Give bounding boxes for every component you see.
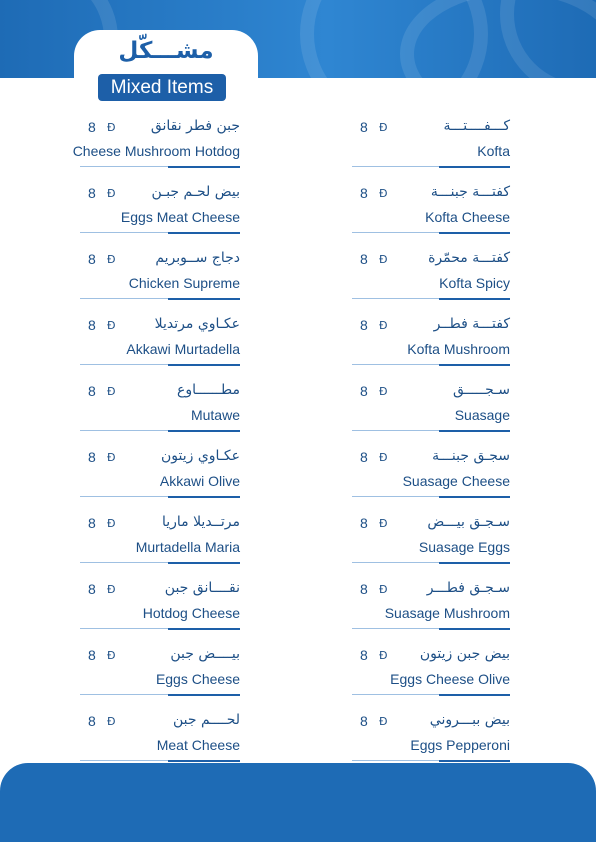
menu-item [72,118,240,174]
item-price: 8 [360,251,368,267]
currency-icon: Đ [379,715,388,728]
menu-item [80,316,240,372]
menu-item [80,382,240,438]
item-name-arabic: كفتـــة فطــر [433,316,510,332]
item-name: Kofta Spicy [439,275,510,291]
item-name-arabic: دجاج ســوبريم [155,250,240,266]
item-name: Suasage Mushroom [384,605,510,621]
item-name: Akkawi Olive [159,473,240,489]
item-divider [352,364,510,365]
item-name-arabic: بيض ببـــروني [429,712,510,728]
menu-item [352,646,510,702]
item-divider [352,430,510,431]
currency-icon: Đ [107,583,116,596]
menu-item [80,646,240,702]
item-price: 8 [88,119,96,135]
currency-icon: Đ [107,385,116,398]
item-divider [80,364,240,365]
item-name-arabic: كفتـــة جبنـــة [430,184,510,200]
menu-item [80,250,240,306]
item-divider [352,232,510,233]
item-name: Eggs Pepperoni [410,737,510,753]
menu-item [352,316,510,372]
item-divider [80,496,240,497]
item-name: Eggs Cheese Olive [390,671,510,687]
item-price: 8 [360,713,368,729]
item-name-arabic: بيض لحـم جبـن [151,184,240,200]
item-name-arabic: سجـق جبنـــة [432,448,510,464]
menu-item [80,712,240,768]
menu-item [352,184,510,240]
item-name: Meat Cheese [156,737,240,753]
item-name: Chicken Supreme [128,275,240,291]
item-divider [352,760,510,761]
item-price: 8 [360,449,368,465]
item-price: 8 [88,515,96,531]
item-name: Eggs Cheese [155,671,240,687]
item-name: Kofta [477,143,510,159]
item-name: Cheese Mushroom Hotdog [72,143,240,159]
currency-icon: Đ [379,253,388,266]
item-price: 8 [88,647,96,663]
item-divider [352,694,510,695]
item-name: Mutawe [190,407,240,423]
item-divider [80,694,240,695]
item-price: 8 [360,317,368,333]
item-divider [80,760,240,761]
item-price: 8 [360,647,368,663]
currency-icon: Đ [107,715,116,728]
currency-icon: Đ [107,187,116,200]
item-name-arabic: كـــفــــتـــة [443,118,510,134]
currency-icon: Đ [107,253,116,266]
item-price: 8 [88,581,96,597]
menu-item [352,118,510,174]
item-price: 8 [360,515,368,531]
menu-item [352,382,510,438]
menu-item [80,580,240,636]
item-price: 8 [88,251,96,267]
item-name: Hotdog Cheese [142,605,240,621]
item-divider [352,298,510,299]
item-divider [352,166,510,167]
item-divider [352,562,510,563]
item-name-arabic: نقــــانق جبن [164,580,240,596]
item-divider [80,628,240,629]
currency-icon: Đ [379,121,388,134]
item-price: 8 [88,449,96,465]
item-price: 8 [88,713,96,729]
item-price: 8 [88,383,96,399]
item-price: 8 [88,317,96,333]
item-name-arabic: بيــــض جبن [170,646,240,662]
currency-icon: Đ [107,319,116,332]
item-name-arabic: لحــــم جبن [172,712,240,728]
item-name-arabic: مطــــــاوع [177,382,240,398]
item-name-arabic: عكـاوي مرتديلا [154,316,240,332]
item-divider [80,430,240,431]
currency-icon: Đ [379,451,388,464]
menu-item [352,250,510,306]
menu-item [352,580,510,636]
item-name-arabic: مرتــديلا ماريا [161,514,240,530]
item-name: Kofta Cheese [425,209,510,225]
menu-item [80,184,240,240]
item-price: 8 [360,119,368,135]
item-divider [80,166,240,167]
currency-icon: Đ [107,121,116,134]
item-price: 8 [360,383,368,399]
item-name-arabic: بيض جبن زيتون [419,646,510,662]
item-price: 8 [360,581,368,597]
menu-item [352,448,510,504]
item-name: Suasage Cheese [402,473,510,489]
currency-icon: Đ [379,385,388,398]
currency-icon: Đ [379,187,388,200]
item-name: Akkawi Murtadella [126,341,240,357]
currency-icon: Đ [379,517,388,530]
item-divider [352,628,510,629]
currency-icon: Đ [379,583,388,596]
item-divider [80,232,240,233]
currency-icon: Đ [107,649,116,662]
menu-item [352,514,510,570]
currency-icon: Đ [107,517,116,530]
item-name-arabic: سـجـق فطـــر [426,580,510,596]
page-title-arabic: مشـــكّل [118,38,214,64]
item-name-arabic: سـجـــــق [452,382,510,398]
item-name-arabic: سـجـق بيـــض [427,514,510,530]
footer-band [0,763,596,842]
item-name: Suasage Eggs [418,539,510,555]
item-name-arabic: جبن فطر نقانق [150,118,240,134]
currency-icon: Đ [379,319,388,332]
page-title: Mixed Items [98,74,226,101]
item-name: Murtadella Maria [135,539,240,555]
item-name: Kofta Mushroom [407,341,510,357]
item-name-arabic: عكـاوي زيتون [160,448,240,464]
currency-icon: Đ [379,649,388,662]
menu-item [80,448,240,504]
item-price: 8 [88,185,96,201]
menu-item [80,514,240,570]
item-divider [80,298,240,299]
menu-item [352,712,510,768]
item-name-arabic: كفتـــة محمّرة [428,250,510,266]
currency-icon: Đ [107,451,116,464]
item-divider [352,496,510,497]
item-name: Eggs Meat Cheese [120,209,240,225]
item-divider [80,562,240,563]
item-name: Suasage [454,407,510,423]
item-price: 8 [360,185,368,201]
